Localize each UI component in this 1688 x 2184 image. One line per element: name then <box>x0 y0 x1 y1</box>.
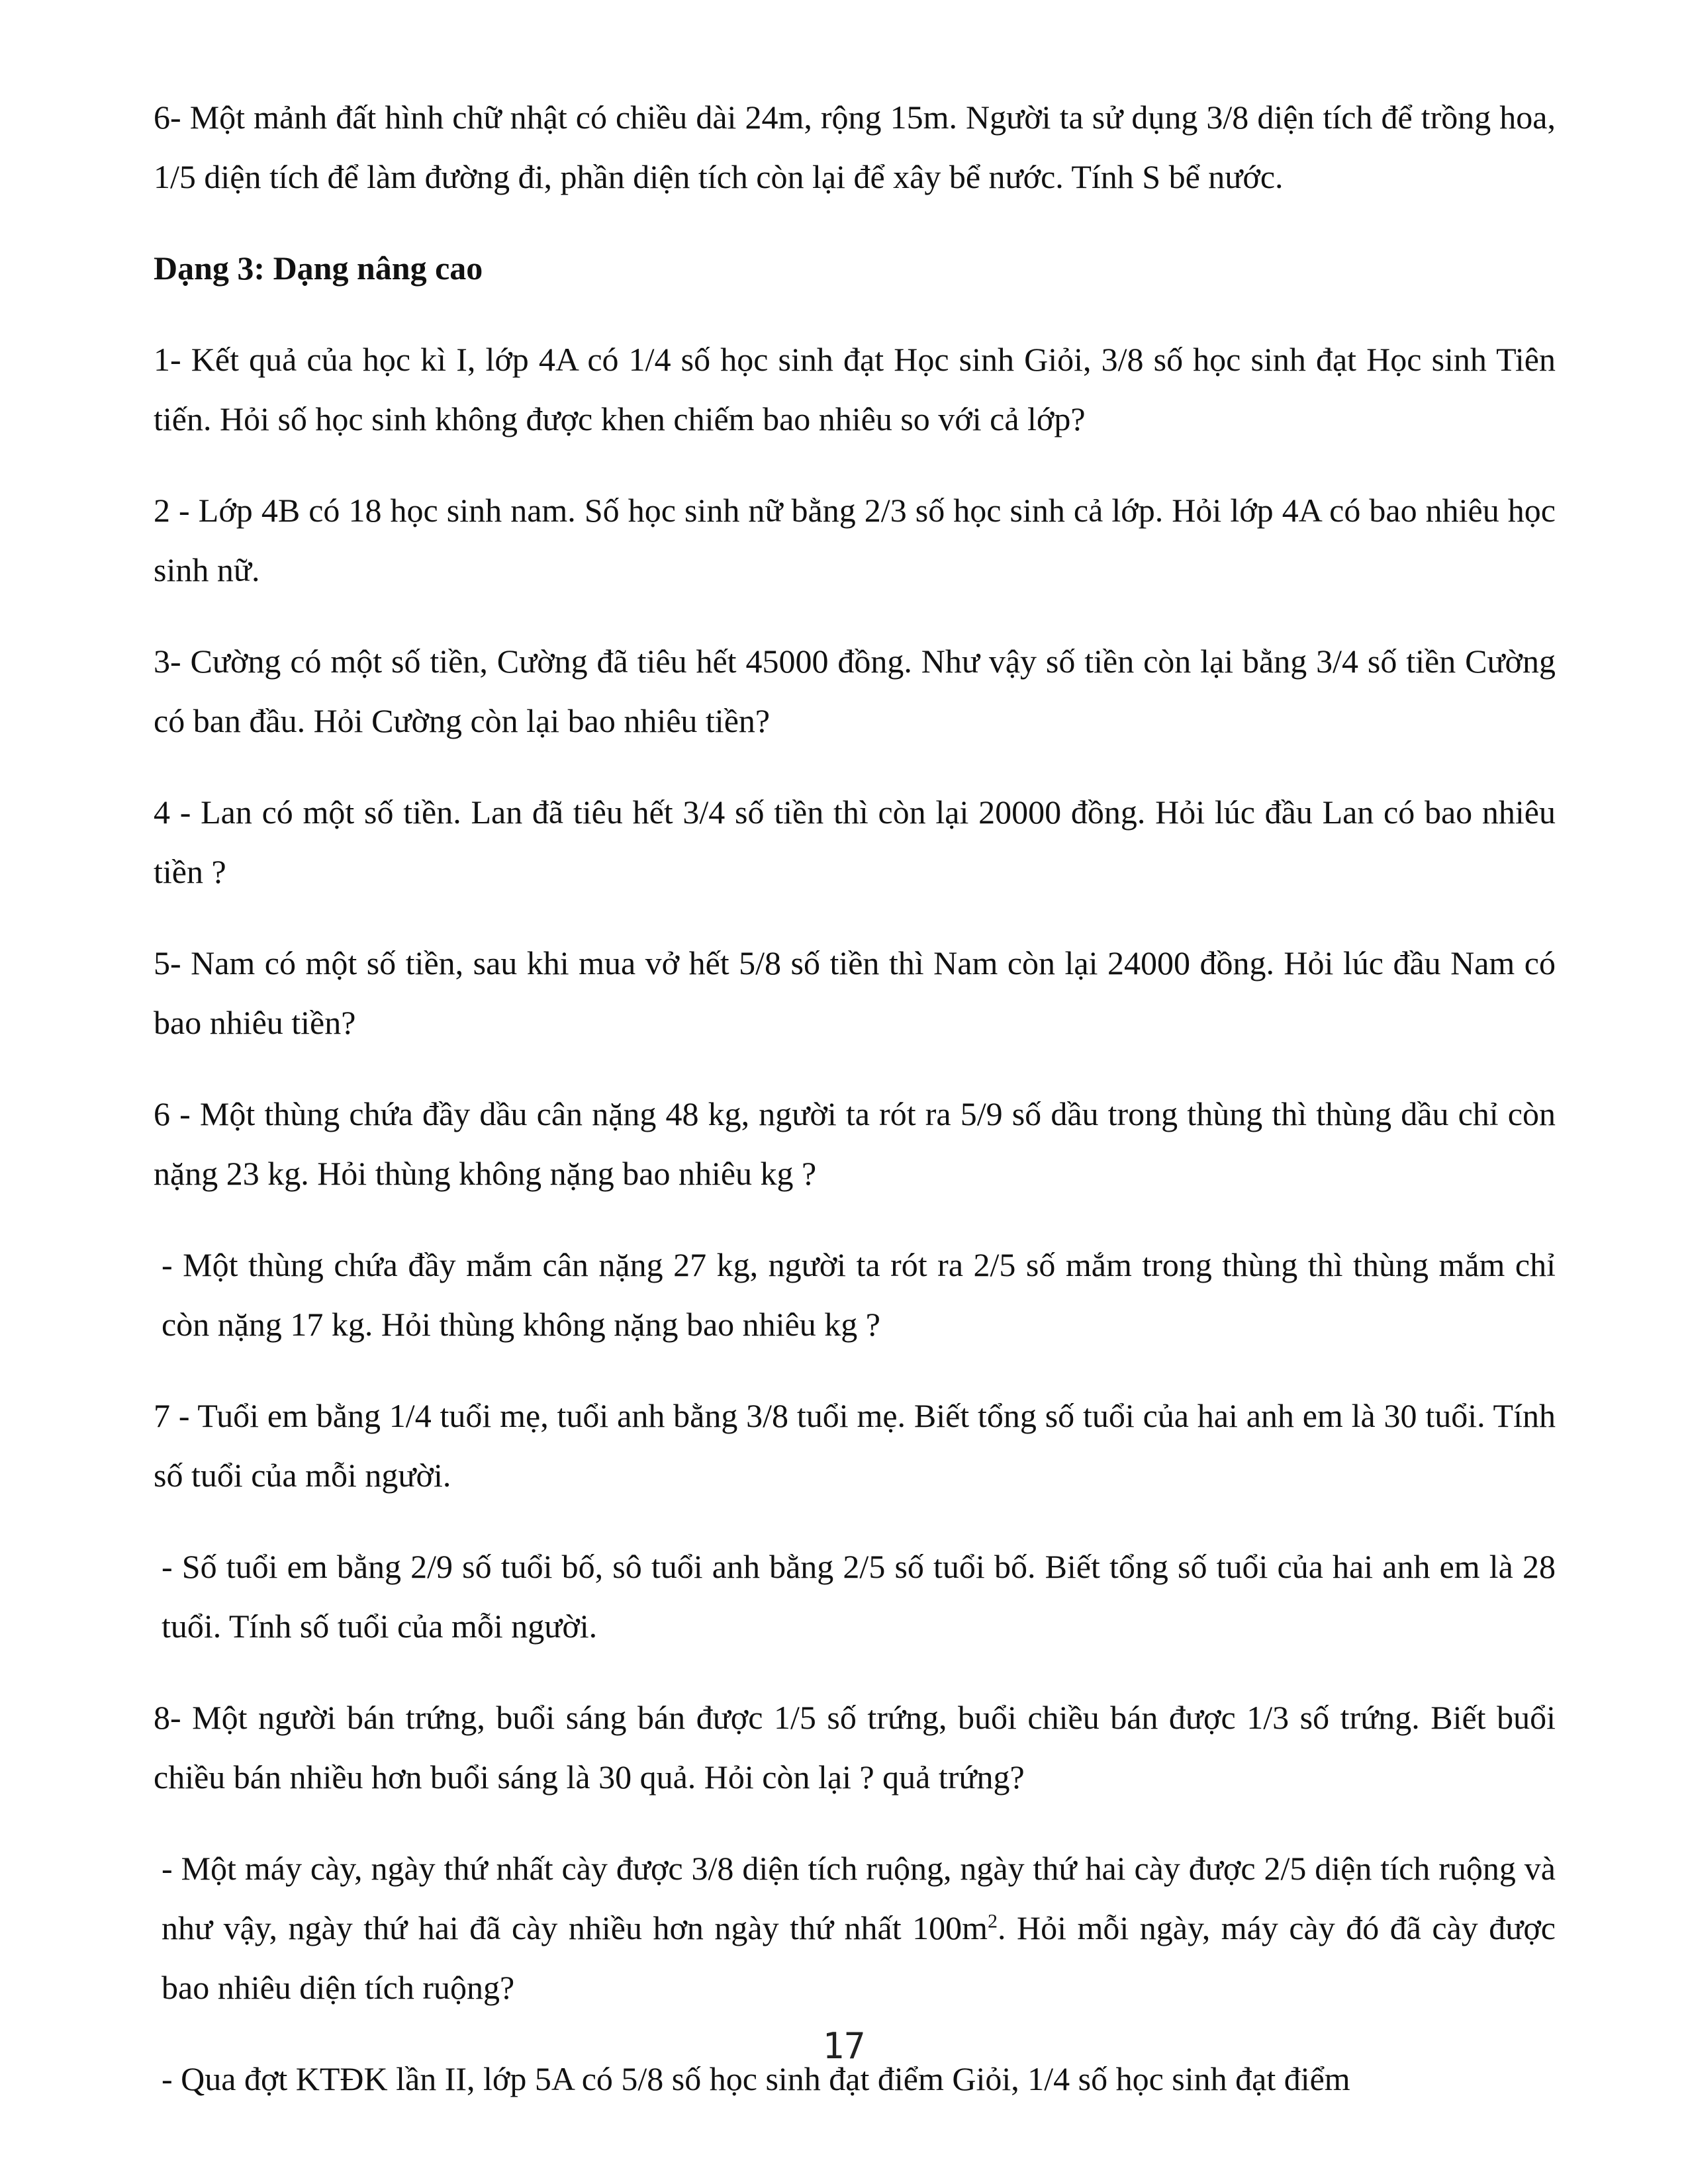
problem-6-area: 6- Một mảnh đất hình chữ nhật có chiều dài 24m, rộng 15m. Người ta sử dụng 3/8 diện tích để trồng hoa, 1/5 diện tích để làm đường đi, phần diện tích còn lại để xây bể nước. Tính S bể nước. <box>154 99 1556 195</box>
problem-4: 4 - Lan có một số tiền. Lan đã tiêu hết 3/4 số tiền thì còn lại 20000 đồng. Hỏi lúc đầu Lan có bao nhiêu tiền ? <box>154 794 1556 890</box>
problem-1: 1- Kết quả của học kì I, lớp 4A có 1/4 số học sinh đạt Học sinh Giỏi, 3/8 số học sinh đạt Học sinh Tiên tiến. Hỏi số học sinh không được khen chiếm bao nhiêu so với cả lớp? <box>154 341 1556 437</box>
problem-6-sauce: - Một thùng chứa đầy mắm cân nặng 27 kg, người ta rót ra 2/5 số mắm trong thùng thì thùng mắm chỉ còn nặng 17 kg. Hỏi thùng không nặng bao nhiêu kg ? <box>162 1246 1556 1343</box>
problem-8-eggs: 8- Một người bán trứng, buổi sáng bán được 1/5 số trứng, buổi chiều bán được 1/3 số trứng. Biết buổi chiều bán nhiều hơn buổi sáng là 30 quả. Hỏi còn lại ? quả trứng? <box>154 1699 1556 1796</box>
plough-text-start: - Một máy cày, ngày thứ nhất cày được 3/8 diện tích ruộng, ngày thứ hai cày được 2/5 diện tích ruộng và như vậy, ngày thứ hai đã cày nhiều hơn ngày thứ nhất 100m <box>162 1850 1556 1946</box>
superscript-2: 2 <box>988 1910 998 1933</box>
section-heading: Dạng 3: Dạng nâng cao <box>154 250 483 287</box>
problem-5: 5- Nam có một số tiền, sau khi mua vở hết 5/8 số tiền thì Nam còn lại 24000 đồng. Hỏi lúc đầu Nam có bao nhiêu tiền? <box>154 944 1556 1041</box>
document-page <box>154 87 1556 2140</box>
plough-text-end: . Hỏi mỗi ngày, máy cày đó đã cày được bao nhiêu diện tích ruộng? <box>162 1909 1556 2006</box>
problem-3: 3- Cường có một số tiền, Cường đã tiêu hết 45000 đồng. Như vậy số tiền còn lại bằng 3/4 số tiền Cường có ban đầu. Hỏi Cường còn lại bao nhiêu tiền? <box>154 643 1556 739</box>
problem-2: 2 - Lớp 4B có 18 học sinh nam. Số học sinh nữ bằng 2/3 số học sinh cả lớp. Hỏi lớp 4A có bao nhiêu học sinh nữ. <box>154 492 1556 588</box>
problem-6-oil: 6 - Một thùng chứa đầy dầu cân nặng 48 kg, người ta rót ra 5/9 số dầu trong thùng thì thùng dầu chỉ còn nặng 23 kg. Hỏi thùng không nặng bao nhiêu kg ? <box>154 1095 1556 1192</box>
problem-7-father: - Số tuổi em bằng 2/9 số tuổi bố, sô tuổi anh bằng 2/5 số tuổi bố. Biết tổng số tuổi của hai anh em là 28 tuổi. Tính số tuổi của mỗi người. <box>162 1548 1556 1645</box>
page-number: 17 <box>822 2025 866 2067</box>
problem-7-mother: 7 - Tuổi em bằng 1/4 tuổi mẹ, tuổi anh bằng 3/8 tuổi mẹ. Biết tổng số tuổi của hai anh em là 30 tuổi. Tính số tuổi của mỗi người. <box>154 1397 1556 1494</box>
problem-8-exam: - Qua đợt KTĐK lần II, lớp 5A có 5/8 số học sinh đạt điểm Giỏi, 1/4 số học sinh đạt điểm <box>162 2060 1350 2097</box>
problem-8-plough <box>154 1839 1556 2017</box>
